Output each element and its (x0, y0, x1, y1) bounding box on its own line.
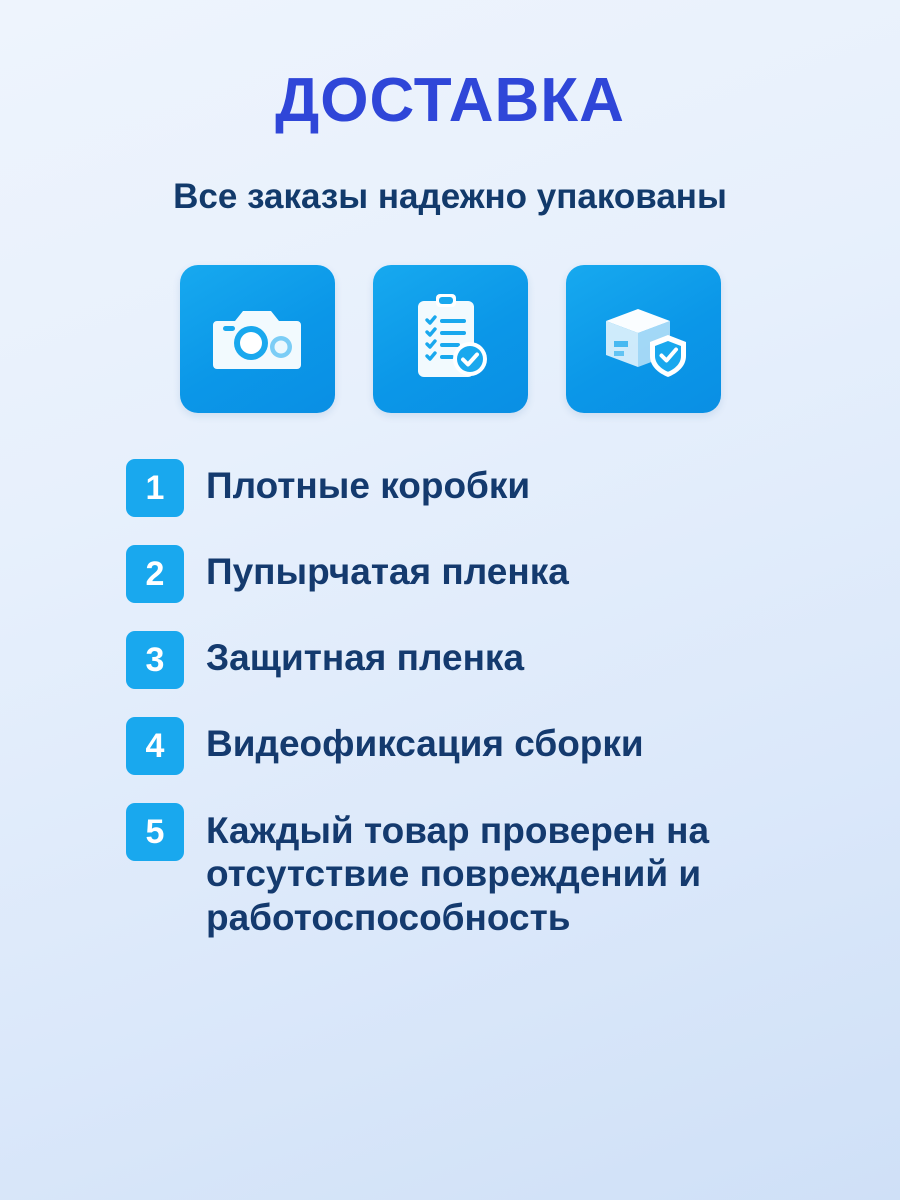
camera-icon-tile (180, 265, 335, 413)
step-label: Каждый товар проверен на отсутствие повреждений и работоспособность (206, 809, 710, 938)
step-number-badge: 1 (126, 459, 184, 517)
step-label: Пупырчатая пленка (206, 550, 569, 592)
step-number-badge: 3 (126, 631, 184, 689)
step-number-badge: 4 (126, 717, 184, 775)
protected-box-icon (594, 295, 692, 383)
list-item (126, 459, 830, 517)
step-label: Защитная пленка (206, 636, 525, 678)
packaging-steps-list (70, 459, 830, 940)
step-label: Плотные коробки (206, 464, 531, 506)
icons-row (180, 265, 721, 413)
step-label: Видеофиксация сборки (206, 722, 644, 764)
step-number-badge: 2 (126, 545, 184, 603)
protected-box-icon-tile (566, 265, 721, 413)
list-item (126, 717, 830, 775)
page-subtitle: Все заказы надежно упакованы (173, 177, 727, 216)
camera-icon (209, 299, 305, 379)
list-item (126, 545, 830, 603)
list-item (126, 803, 830, 940)
page-title: ДОСТАВКА (275, 66, 625, 135)
checklist-icon (408, 291, 492, 387)
step-number-badge: 5 (126, 803, 184, 861)
checklist-icon-tile (373, 265, 528, 413)
list-item (126, 631, 830, 689)
